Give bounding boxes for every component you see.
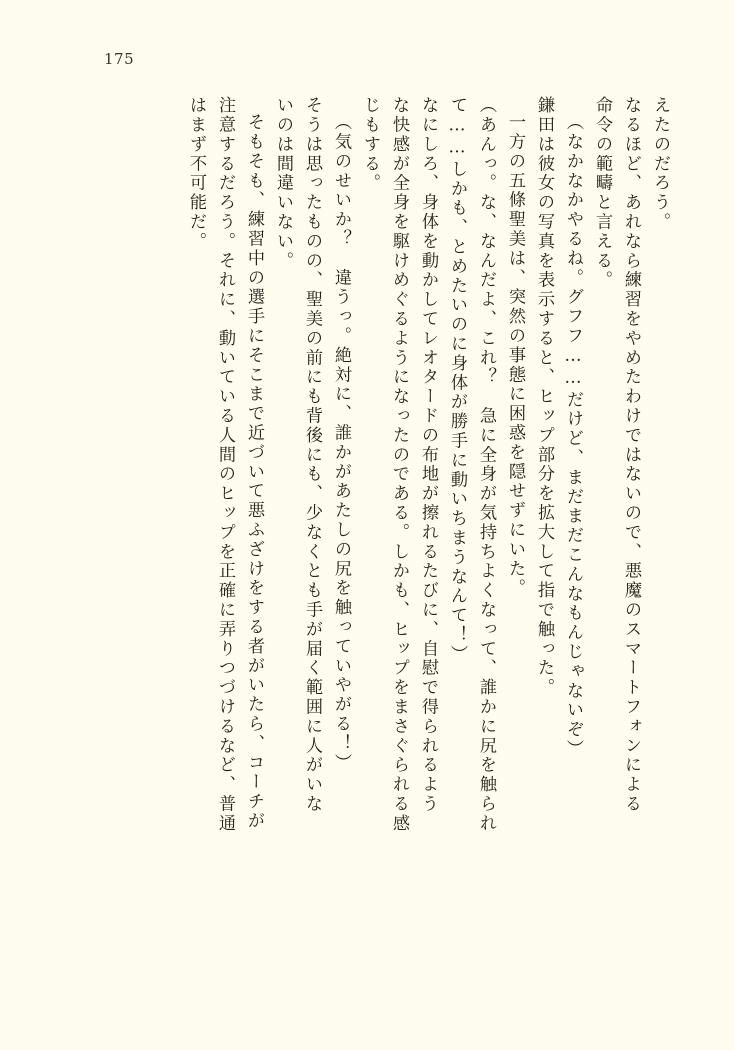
text-line: なにしろ、身体を動かしてレオタードの布地が擦れるたびに、自慰で得られるよう xyxy=(418,96,438,814)
page-number: 175 xyxy=(104,50,135,68)
text-line: て……しかも、とめたいのに身体が勝手に動いちまうなんて！） xyxy=(447,96,467,665)
text-line: 命令の範疇と言える。 xyxy=(592,96,612,290)
text-line: じもする。 xyxy=(360,96,380,193)
text-line: はまず不可能だ。 xyxy=(186,96,206,252)
vertical-text-block xyxy=(72,96,668,996)
text-line: そもそも、練習中の選手にそこまで近づいて悪ふざけをする者がいたら、コーチが xyxy=(244,113,264,831)
text-line: （気のせいか？ 違うっ。絶対に、誰かがあたしの尻を触っていやがる！） xyxy=(331,113,351,773)
text-line: そうは思ったものの、聖美の前にも背後にも、少なくとも手が届く範囲に人がいな xyxy=(302,96,322,814)
text-line: 鎌田は彼女の写真を表示すると、ヒップ部分を拡大して指で触った。 xyxy=(534,96,554,698)
text-line: な快感が全身を駆けめぐるようになったのである。しかも、ヒップをまさぐられる感 xyxy=(389,96,409,834)
text-line: えたのだろう。 xyxy=(650,96,670,232)
text-line: 注意するだろう。それに、動いている人間のヒップを正確に弄りつづけるなど、普通 xyxy=(215,96,235,834)
text-line: （なかなかやるね。グフフ……だけど、まだまだこんなもんじゃないぞ） xyxy=(563,113,583,759)
text-line: なるほど、あれなら練習をやめたわけではないので、悪魔のスマートフォンによる xyxy=(621,96,641,814)
text-line: いのは間違いない。 xyxy=(273,96,293,271)
text-line: （あんっ。な、なんだよ、これ？ 急に全身が気持ちよくなって、誰かに尻を触られ xyxy=(476,96,496,834)
text-line: 一方の五條聖美は、突然の事態に困惑を隠せずにいた。 xyxy=(505,113,525,598)
